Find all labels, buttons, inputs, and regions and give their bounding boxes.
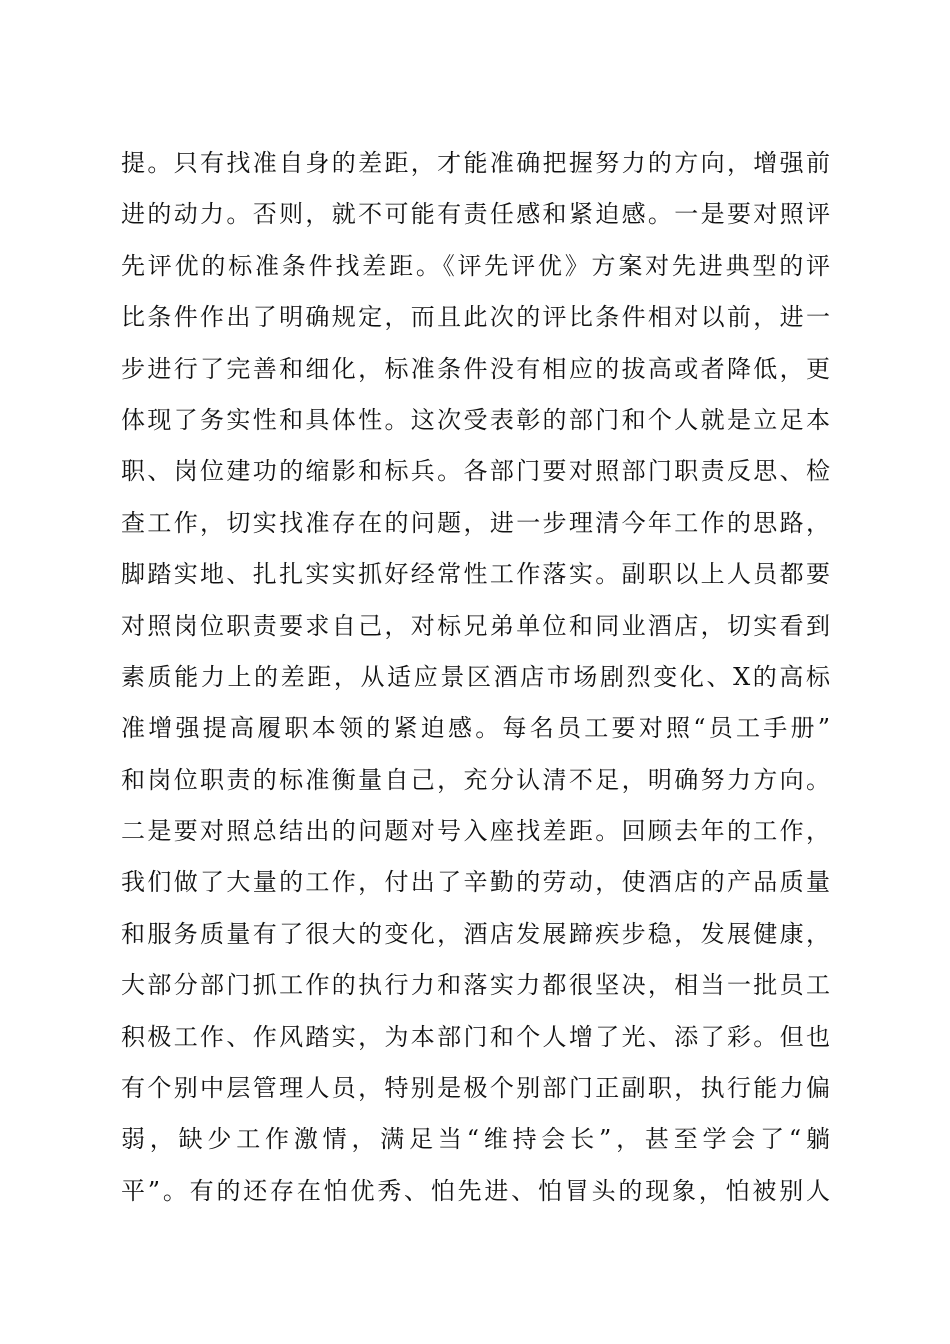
text-line-6: 体现了务实性和具体性。这次受表彰的部门和个人就是立足本	[121, 405, 830, 434]
text-line-2: 进的动力。否则，就不可能有责任感和紧迫感。一是要对照评	[121, 200, 830, 229]
text-line-20: 弱，缺少工作激情，满足当“维持会长”，甚至学会了“躺	[121, 1125, 830, 1154]
text-line-3: 先评优的标准条件找差距。《评先评优》方案对先进典型的评	[121, 251, 830, 280]
text-line-4: 比条件作出了明确规定，而且此次的评比条件相对以前，进一	[121, 303, 830, 332]
text-line-11: 素质能力上的差距，从适应景区酒店市场剧烈变化、X的高标	[121, 662, 830, 691]
text-line-15: 我们做了大量的工作，付出了辛勤的劳动，使酒店的产品质量	[121, 868, 830, 897]
body-text	[121, 138, 830, 1217]
text-line-21: 平”。有的还存在怕优秀、怕先进、怕冒头的现象，怕被别人	[121, 1176, 830, 1205]
text-line-16: 和服务质量有了很大的变化，酒店发展蹄疾步稳，发展健康，	[121, 919, 830, 948]
text-line-13: 和岗位职责的标准衡量自己，充分认清不足，明确努力方向。	[121, 765, 830, 794]
text-line-19: 有个别中层管理人员，特别是极个别部门正副职，执行能力偏	[121, 1074, 830, 1103]
text-line-14: 二是要对照总结出的问题对号入座找差距。回顾去年的工作，	[121, 817, 830, 846]
text-line-5: 步进行了完善和细化，标准条件没有相应的拔高或者降低，更	[121, 354, 830, 383]
text-line-8: 查工作，切实找准存在的问题，进一步理清今年工作的思路，	[121, 508, 830, 537]
text-line-17: 大部分部门抓工作的执行力和落实力都很坚决，相当一批员工	[121, 971, 830, 1000]
text-line-12: 准增强提高履职本领的紧迫感。每名员工要对照“员工手册”	[121, 714, 830, 743]
text-line-7: 职、岗位建功的缩影和标兵。各部门要对照部门职责反思、检	[121, 457, 830, 486]
text-line-9: 脚踏实地、扎扎实实抓好经常性工作落实。副职以上人员都要	[121, 560, 830, 589]
text-line-10: 对照岗位职责要求自己，对标兄弟单位和同业酒店，切实看到	[121, 611, 830, 640]
text-line-18: 积极工作、作风踏实，为本部门和个人增了光、添了彩。但也	[121, 1022, 830, 1051]
text-line-1: 提。只有找准自身的差距，才能准确把握努力的方向，增强前	[121, 149, 830, 177]
